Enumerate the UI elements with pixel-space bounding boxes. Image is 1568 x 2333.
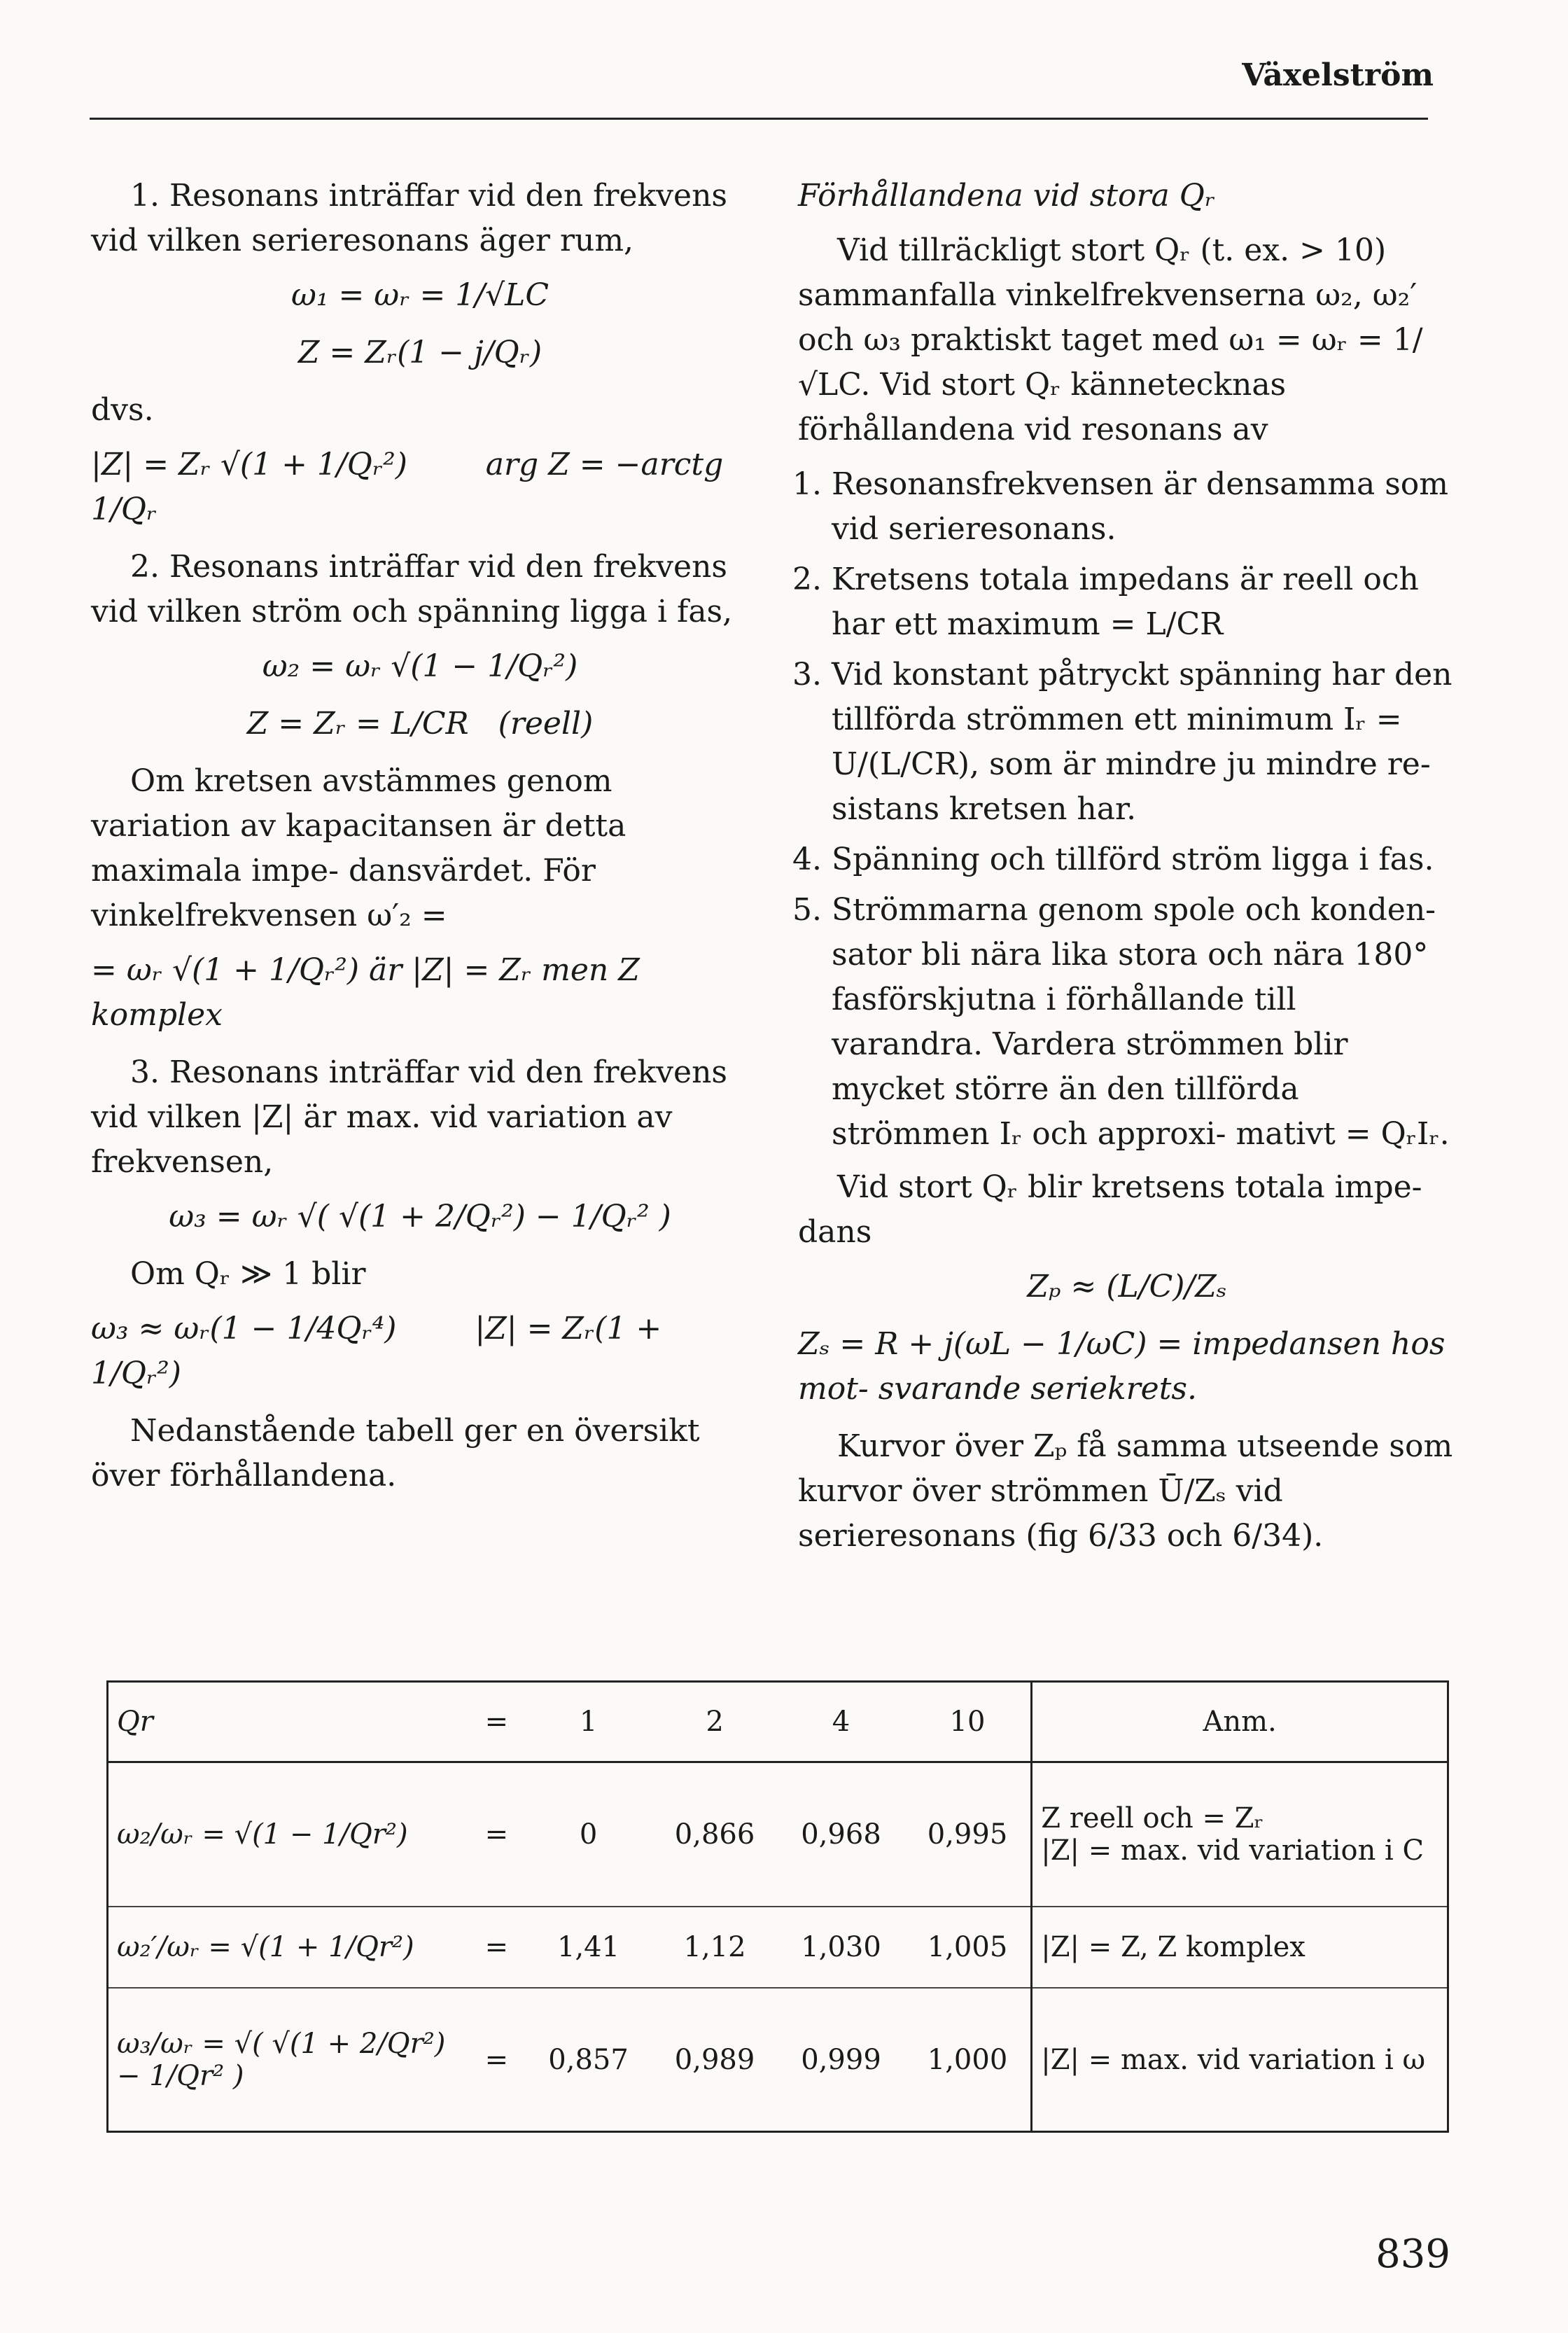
equation: Z = Zᵣ(1 − j/Qᵣ) (298, 335, 542, 370)
table-cell-value: 0,995 (927, 1818, 1008, 1851)
table-cell-value: 1,030 (778, 1907, 904, 1988)
list-item: 1. Resonansfrekvensen är densamma som vid serieresonans. (832, 462, 1456, 552)
section-heading: Förhållandena vid stora Qᵣ (798, 178, 1216, 214)
table-cell-eq: = (484, 1818, 509, 1851)
list-item: 2. Kretsens totala impedans är reell och har ett maximum = L/CR (832, 557, 1456, 647)
table-cell-expression: ω₂′/ωᵣ = √(1 + 1/Qr²) (108, 1907, 468, 1988)
table-cell-value: 0,989 (652, 1988, 778, 2131)
paragraph: Vid stort Qᵣ blir kretsens totala impe- dans (798, 1169, 1422, 1250)
paragraph: Kurvor över Zₚ få samma utseende som kurvor över strömmen Ū/Zₛ vid serieresonans (fig 6/33 och 6/34). (798, 1428, 1453, 1554)
table-header-row (108, 1683, 1447, 1762)
column-header-value: 4 (778, 1683, 904, 1762)
paragraph: Vid tillräckligt stort Qᵣ (t. ex. > 10) sammanfalla vinkelfrekvenserna ω₂, ω₂′ och ω₃ praktiskt taget med ω₁ = ωᵣ = 1/√LC. Vid stort Qᵣ kännetecknas förhållandena vid resonans av (798, 232, 1423, 447)
table-cell-value: 0,999 (778, 1988, 904, 2131)
column-header-value: 2 (652, 1683, 778, 1762)
column-header-anm: Anm. (1032, 1683, 1447, 1762)
table-cell-expression: ω₂/ωᵣ = √(1 − 1/Qr²) (117, 1818, 408, 1851)
list-item: 4. Spänning och tillförd ström ligga i fas. (832, 837, 1456, 882)
equation: = ωᵣ √(1 + 1/Qᵣ²) är |Z| = Zᵣ men Z komplex (91, 952, 650, 1033)
column-header-value: 1 (525, 1683, 651, 1762)
overview-table (106, 1680, 1449, 2133)
table-cell-value: 0,866 (674, 1818, 755, 1851)
equation: ω₃ ≈ ωᵣ(1 − 1/4Qᵣ⁴) |Z| = Zᵣ(1 + 1/Qᵣ²) (91, 1311, 672, 1391)
table-cell-value: 0,968 (801, 1818, 881, 1851)
header-rule (90, 118, 1428, 120)
paragraph: 3. Resonans inträffar vid den frekvens vid vilken |Z| är max. vid variation av frekvensen, (91, 1054, 727, 1180)
table-cell-value: 0,857 (525, 1988, 651, 2131)
paragraph: Om Qᵣ ≫ 1 blir (130, 1256, 366, 1292)
equation: ω₂ = ωᵣ √(1 − 1/Qᵣ²) (262, 648, 578, 684)
table-cell-value: 0 (579, 1818, 598, 1851)
equation: |Z| = Zᵣ √(1 + 1/Qᵣ²) arg Z = −arctg 1/Qᵣ (91, 447, 734, 527)
equation: Zₛ = R + j(ωL − 1/ωC) = impedansen hos mot- svarande seriekrets. (798, 1326, 1455, 1407)
table-cell-expression: ω₃/ωᵣ = √( √(1 + 2/Qr²) − 1/Qr² ) (108, 1988, 468, 2131)
table-row (108, 1988, 1447, 2131)
paragraph: Om kretsen avstämmes genom variation av kapacitansen är detta maximala impe- dansvärdet. För vinkelfrekvensen ω′₂ = (91, 763, 626, 933)
equation: ω₁ = ωᵣ = 1/√LC (290, 277, 550, 313)
numbered-list (798, 462, 1456, 1157)
table-row (108, 1907, 1447, 1988)
list-item: 3. Vid konstant påtryckt spänning har den tillförda strömmen ett minimum Iᵣ = U/(L/CR), som är mindre ju mindre re- sistans kretsen har. (832, 653, 1456, 832)
table-cell-anm: Z reell och = Zᵣ |Z| = max. vid variation i C (1032, 1762, 1447, 1907)
left-column (91, 174, 749, 1508)
equation: ω₃ = ωᵣ √( √(1 + 2/Qᵣ²) − 1/Qᵣ² ) (169, 1199, 671, 1234)
column-header-eq: = (468, 1683, 525, 1762)
page-number: 839 (1376, 2231, 1450, 2277)
list-item: 5. Strömmarna genom spole och konden- sator bli nära lika stora och nära 180° fasförskjutna i förhållande till varandra. Vardera strömmen blir mycket större än den tillförda strömmen Iᵣ och approxi- mativt = QᵣIᵣ. (832, 888, 1456, 1157)
table-cell-value: 1,000 (904, 1988, 1032, 2131)
equation: Zₚ ≈ (L/C)/Zₛ (1027, 1269, 1227, 1304)
column-header-value: 10 (904, 1683, 1032, 1762)
table-cell-value: 1,12 (652, 1907, 778, 1988)
table-cell-value: 1,41 (525, 1907, 651, 1988)
right-column (798, 174, 1456, 1568)
paragraph: dvs. (91, 392, 154, 428)
table-cell-anm: |Z| = max. vid variation i ω (1032, 1988, 1447, 2131)
paragraph: 1. Resonans inträffar vid den frekvens vid vilken serieresonans äger rum, (91, 178, 727, 258)
table-row (108, 1762, 1447, 1907)
equation: Z = Zᵣ = L/CR (reell) (246, 706, 594, 741)
paragraph: Nedanstående tabell ger en översikt över förhållandena. (91, 1413, 700, 1493)
table-cell-value: 1,005 (904, 1907, 1032, 1988)
column-header-qr: Qr (108, 1683, 468, 1762)
table-cell-anm: |Z| = Z, Z komplex (1032, 1907, 1447, 1988)
table-cell-eq: = (468, 1988, 525, 2131)
table-cell-eq: = (468, 1907, 525, 1988)
running-header: Växelström (1242, 57, 1434, 93)
paragraph: 2. Resonans inträffar vid den frekvens vid vilken ström och spänning ligga i fas, (91, 549, 733, 629)
